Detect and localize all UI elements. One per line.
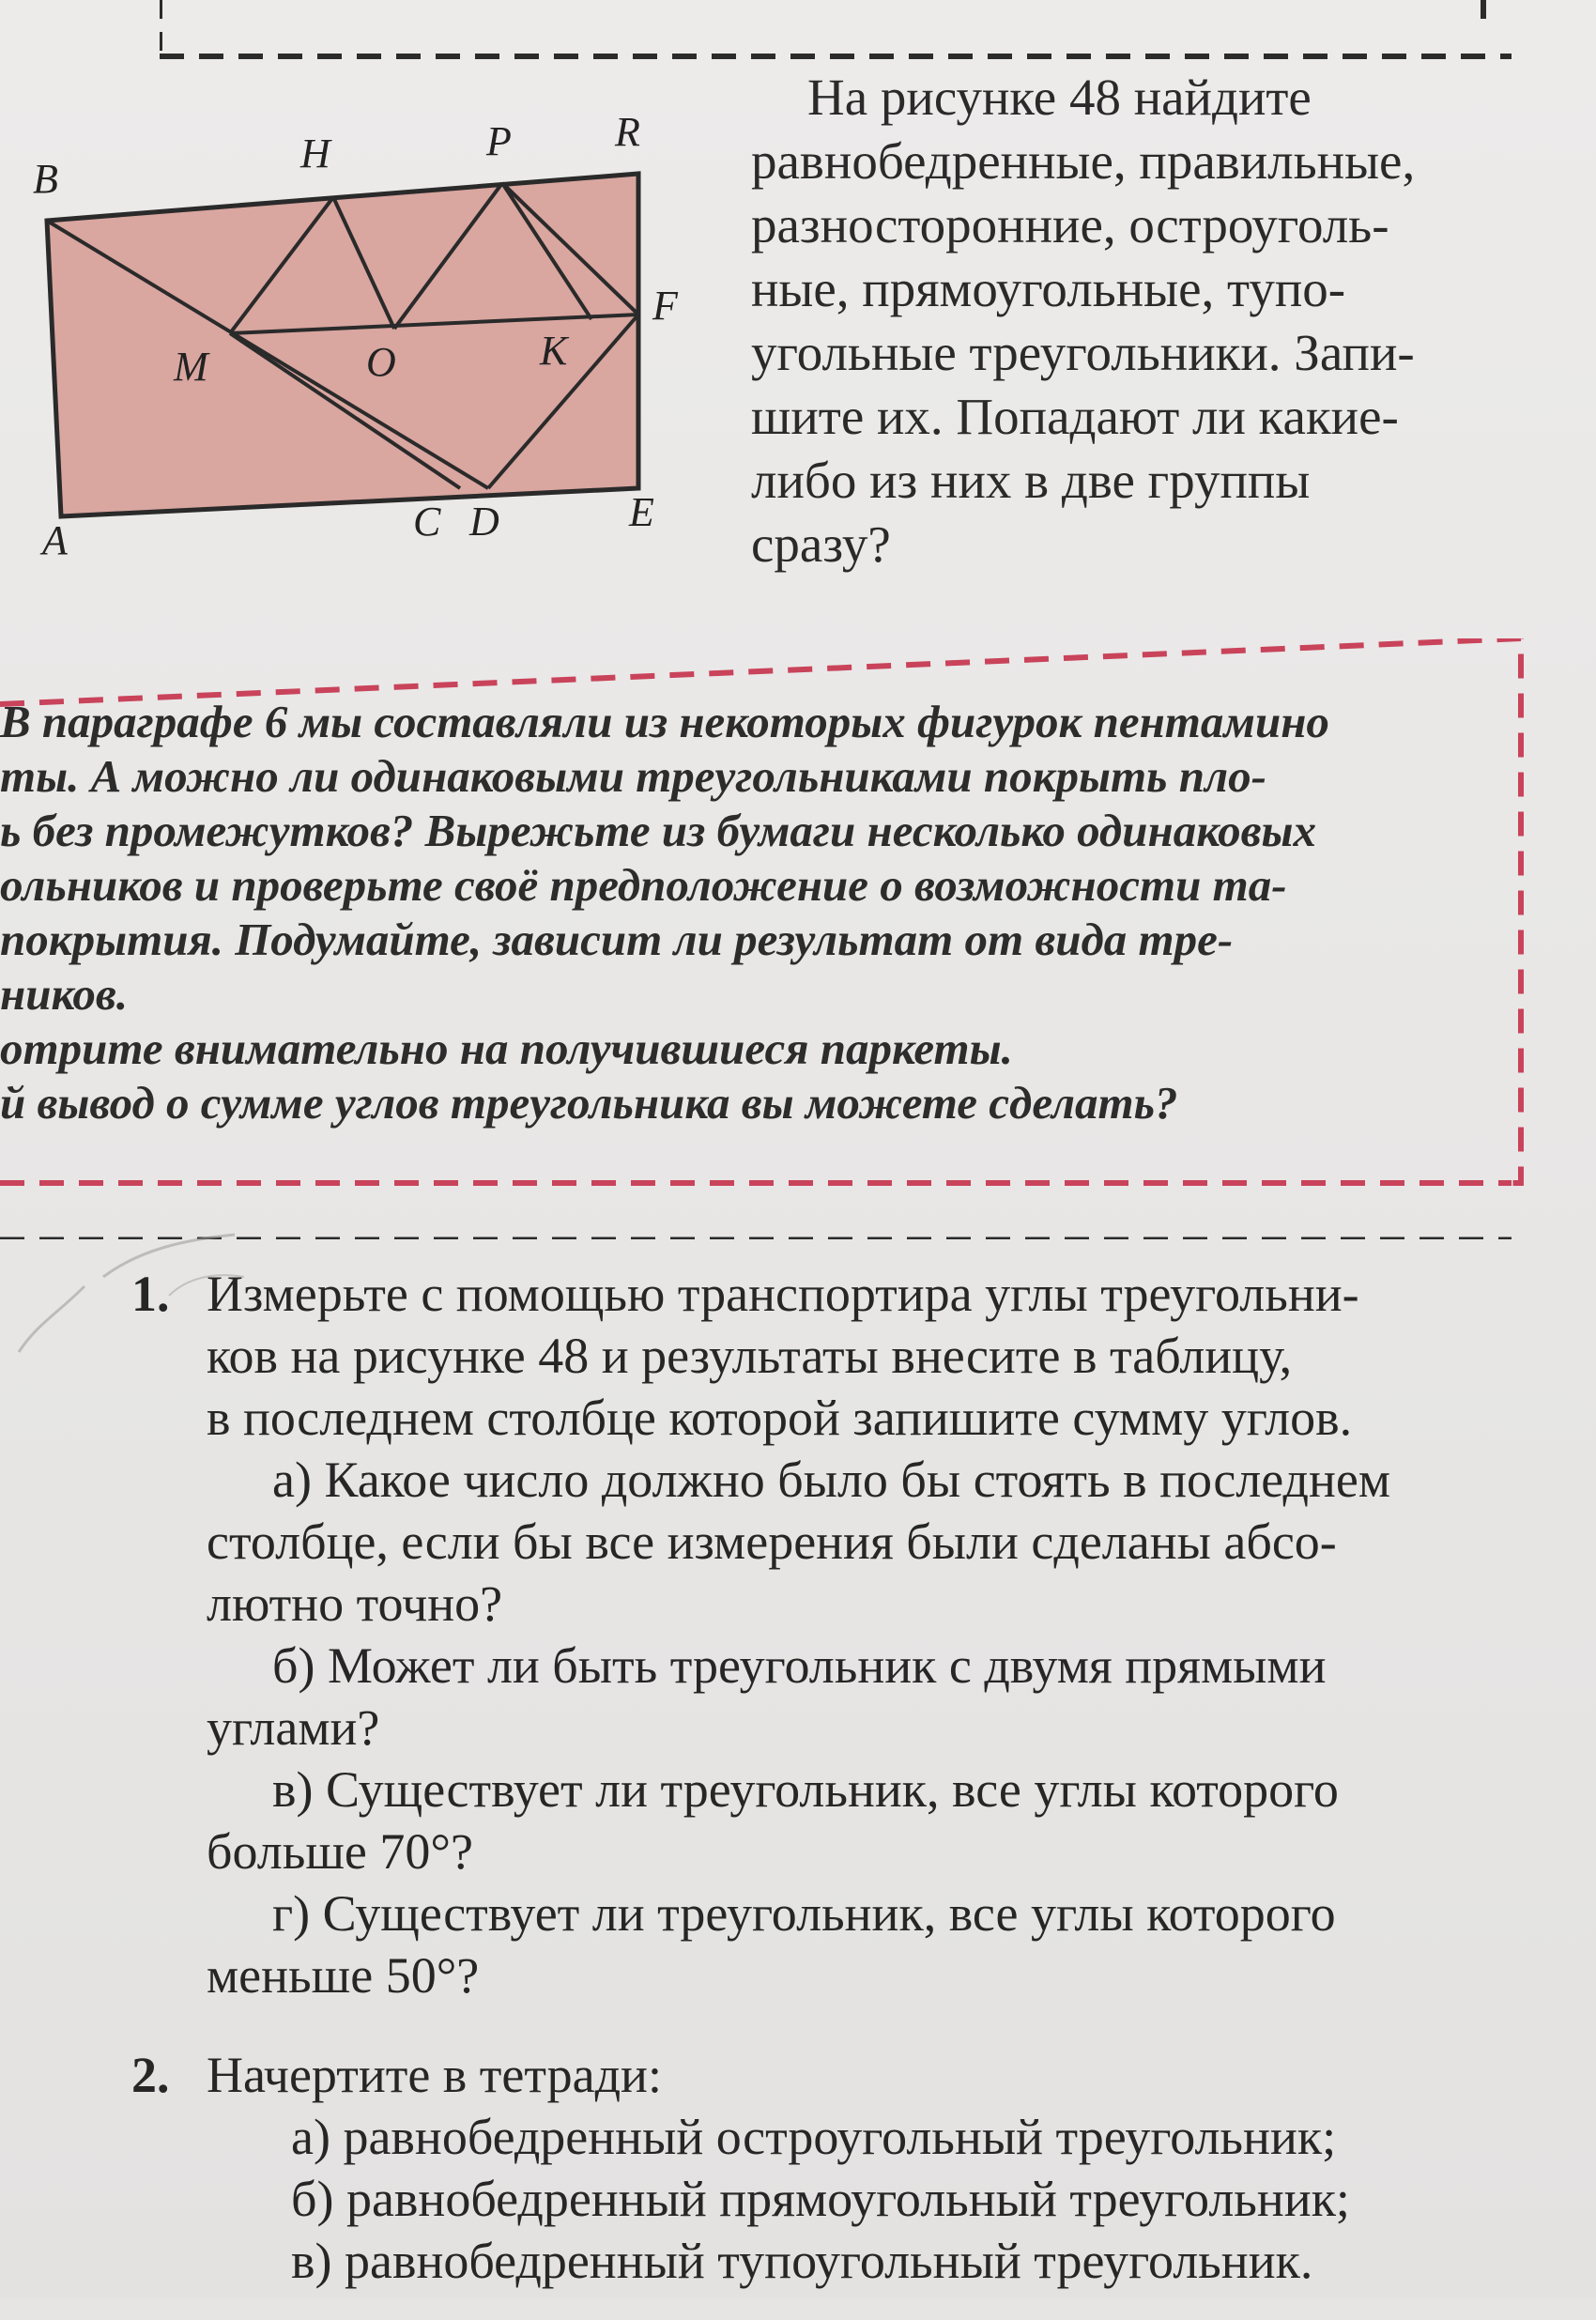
exercise-2 [131, 2044, 1540, 2292]
item-v-line: больше 70°? [207, 1823, 473, 1880]
label-P: P [486, 118, 512, 164]
item-a-line: лютно точно? [207, 1575, 503, 1632]
task-line: На рисунке 48 найдите [807, 69, 1312, 126]
item-a-line [131, 1449, 1540, 1511]
exercise-number: 1. [131, 1266, 170, 1322]
research-line: ты. А можно ли одинаковыми треугольниками покрыть пло- [0, 750, 1266, 802]
item-a: а) Какое число должно было бы стоять в последнем [272, 1452, 1391, 1508]
research-line: ольников и проверьте своё предположение о возможности та- [0, 859, 1287, 911]
item-b-line [131, 1635, 1540, 1697]
research-line: ников. [0, 968, 129, 1020]
task-line: шите их. Попадают ли какие- [751, 388, 1399, 445]
research-line: й вывод о сумме углов треугольника вы можете сделать? [0, 1077, 1178, 1129]
task-line: угольные треугольники. Запи- [751, 324, 1415, 381]
label-F: F [652, 283, 678, 329]
label-E: E [629, 489, 654, 535]
top-dashed-frame [160, 0, 1512, 66]
exercises-section [131, 1263, 1540, 2320]
item-b-line: углами? [207, 1699, 380, 1756]
exercise-text: в последнем столбце которой запишите сумму углов. [207, 1390, 1353, 1446]
label-C: C [413, 499, 441, 545]
task-line: равнобедренные, правильные, [751, 132, 1416, 190]
task-line: разносторонние, остроуголь- [751, 196, 1389, 254]
exercise-number: 2. [131, 2047, 170, 2103]
label-O: O [366, 339, 396, 385]
exercise-1 [131, 1263, 1540, 2006]
item-g-line: меньше 50°? [207, 1947, 480, 2004]
item-v: в) равнобедренный тупоугольный треугольник. [291, 2233, 1313, 2289]
item-g-line [131, 1882, 1540, 1944]
exercise-text: Измерьте с помощью транспортира углы треугольни- [207, 1266, 1359, 1322]
research-line: покрытия. Подумайте, зависит ли результат от вида тре- [0, 914, 1234, 965]
label-R: R [615, 109, 640, 155]
research-line: отрите внимательно на получившиеся паркеты. [0, 1022, 1013, 1074]
task-line: либо из них в две группы [751, 452, 1311, 509]
task-line: сразу? [751, 515, 891, 573]
label-B: B [33, 156, 58, 202]
item-v-line [131, 1759, 1540, 1821]
research-line: В параграфе 6 мы составляли из некоторых фигурок пентамино [0, 696, 1329, 747]
item-v: в) Существует ли треугольник, все углы которого [272, 1761, 1339, 1818]
item-b: б) равнобедренный прямоугольный треугольник; [291, 2171, 1350, 2227]
exercise-text: ков на рисунке 48 и результаты внесите в таблицу, [207, 1328, 1293, 1384]
figure-48 [28, 103, 742, 573]
task-text [751, 66, 1502, 576]
research-text [0, 695, 1521, 1130]
label-K: K [540, 328, 568, 374]
label-H: H [300, 131, 330, 177]
label-D: D [469, 499, 499, 545]
geometry-diagram [28, 103, 742, 573]
exercise-text: Начертите в тетради: [207, 2047, 662, 2103]
label-M: M [174, 344, 208, 390]
label-A: A [42, 517, 68, 563]
research-line: ь без промежутков? Вырежьте из бумаги несколько одинаковых [0, 805, 1317, 856]
item-a: а) равнобедренный остроугольный треугольник; [291, 2109, 1337, 2165]
item-a-line: столбце, если бы все измерения были сделаны абсо- [207, 1513, 1337, 1570]
task-line: ные, прямоугольные, тупо- [751, 260, 1346, 317]
item-g: г) Существует ли треугольник, все углы которого [272, 1885, 1336, 1942]
item-b: б) Может ли быть треугольник с двумя прямыми [272, 1637, 1327, 1694]
